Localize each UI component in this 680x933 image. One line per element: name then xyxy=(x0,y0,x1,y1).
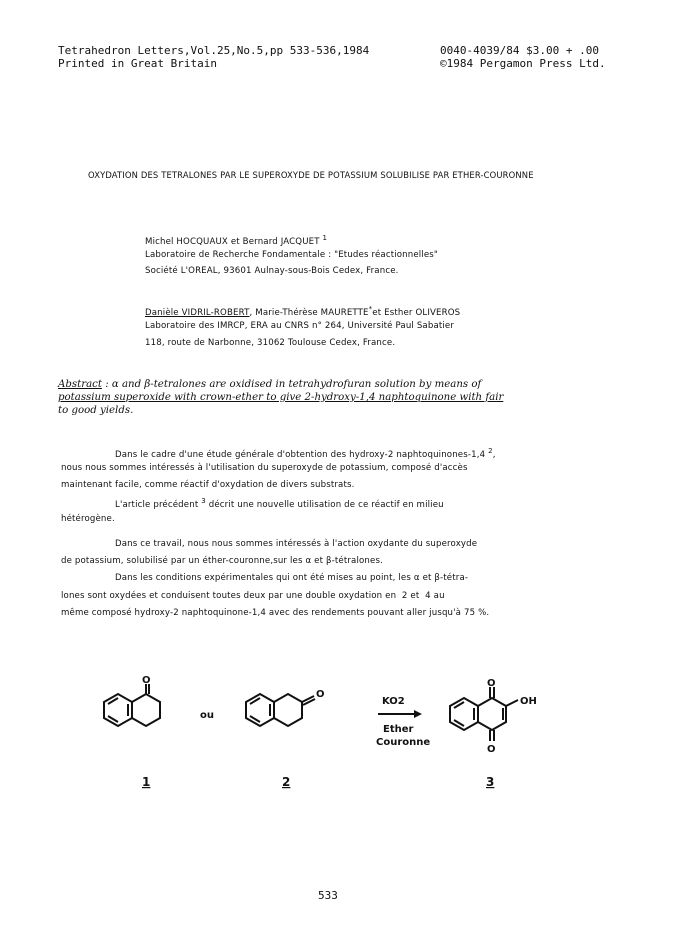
condition-couronne: Couronne xyxy=(376,737,431,748)
abstract-line-3: to good yields. xyxy=(58,405,134,416)
arrow-head xyxy=(414,710,422,718)
compound-3-structure xyxy=(450,687,518,741)
author-names-rest: , Marie-Thérèse MAURETTE xyxy=(249,307,369,318)
footnote-mark: 1 xyxy=(322,234,328,242)
para1-text: Dans le cadre d'une étude générale d'obtention des hydroxy-2 naphtoquinones-1,4 xyxy=(115,449,486,460)
para1-line2: nous nous sommes intéressés à l'utilisation du superoxyde de potassium, composé d'accès xyxy=(61,463,468,473)
journal-citation: Tetrahedron Letters,Vol.25,No.5,pp 533-536,1984 xyxy=(58,44,370,57)
para2-text-b: décrit une nouvelle utilisation de ce réactif en milieu xyxy=(208,499,444,510)
authors-line-1 xyxy=(145,234,327,247)
para1-punct: , xyxy=(492,449,496,460)
compound-2-structure xyxy=(246,694,315,726)
para2-line1 xyxy=(115,497,444,510)
printed-in: Printed in Great Britain xyxy=(58,57,217,70)
atom-o-2: O xyxy=(316,689,325,700)
abstract-text-1: : α and β-tetralones are oxidised in tetrahydrofuran solution by means of xyxy=(101,379,482,390)
para3-line1: Dans ce travail, nous nous sommes intéressés à l'action oxydante du superoxyde xyxy=(115,539,478,549)
compound-label-1: 1 xyxy=(142,775,151,789)
author-names-end: et Esther OLIVEROS xyxy=(372,307,461,318)
abstract-label: Abstract xyxy=(58,379,102,390)
para4-line1: Dans les conditions expérimentales qui ont été mises au point, les α et β-tétra- xyxy=(115,573,469,583)
affiliation-lab-1: Laboratoire de Recherche Fondamentale : "Etudes réactionnelles" xyxy=(145,250,439,260)
page-number: 533 xyxy=(318,889,338,902)
author-underlined: Danièle VIDRIL-ROBERT xyxy=(145,307,250,318)
copyright: ©1984 Pergamon Press Ltd. xyxy=(440,57,606,70)
para1-line1 xyxy=(115,447,496,460)
reaction-scheme xyxy=(90,672,570,802)
atom-oh: OH xyxy=(520,696,537,707)
para3-line2: de potassium, solubilisé par un éther-couronne,sur les α et β-tétralones. xyxy=(61,556,383,566)
para2-line2: hétérogène. xyxy=(61,514,115,524)
para1-line3: maintenant facile, comme réactif d'oxydation de divers substrats. xyxy=(61,480,355,490)
para4-line2: lones sont oxydées et conduisent toutes deux par une double oxydation en 2 et 4 au xyxy=(61,591,445,601)
atom-o-1: O xyxy=(142,675,151,686)
compound-label-2: 2 xyxy=(282,775,291,789)
compound-label-3: 3 xyxy=(486,775,495,789)
corresponding-star: * xyxy=(368,305,373,313)
atom-o-3-top: O xyxy=(487,678,496,689)
para2-text-a: L'article précédent xyxy=(115,499,199,510)
authors-line-2 xyxy=(145,305,460,318)
condition-ether: Ether xyxy=(383,724,414,735)
or-word: ou xyxy=(200,710,214,721)
reagent-ko2: KO2 xyxy=(382,696,405,707)
para4-line3: même composé hydroxy-2 naphtoquinone-1,4 avec des rendements pouvant aller jusqu'à 75 %. xyxy=(61,608,490,618)
price-code: 0040-4039/84 $3.00 + .00 xyxy=(440,44,599,57)
author-names: Michel HOCQUAUX et Bernard JACQUET xyxy=(145,236,320,247)
ref-3: 3 xyxy=(201,497,206,505)
compound-1-structure xyxy=(104,684,160,726)
atom-o-3-bottom: O xyxy=(487,744,496,755)
affiliation-lab-2: Laboratoire des IMRCP, ERA au CNRS n° 264, Université Paul Sabatier xyxy=(145,321,455,331)
paper-title: OXYDATION DES TETRALONES PAR LE SUPEROXYDE DE POTASSIUM SOLUBILISE PAR ETHER-COURONNE xyxy=(88,170,534,180)
abstract-line-2: potassium superoxide with crown-ether to give 2-hydroxy-1,4 naphtoquinone with fair xyxy=(58,392,504,403)
affiliation-address-1: Société L'OREAL, 93601 Aulnay-sous-Bois Cedex, France. xyxy=(145,266,399,276)
abstract-line-1 xyxy=(58,379,481,390)
ref-2: 2 xyxy=(488,447,493,455)
affiliation-address-2: 118, route de Narbonne, 31062 Toulouse Cedex, France. xyxy=(145,338,396,348)
